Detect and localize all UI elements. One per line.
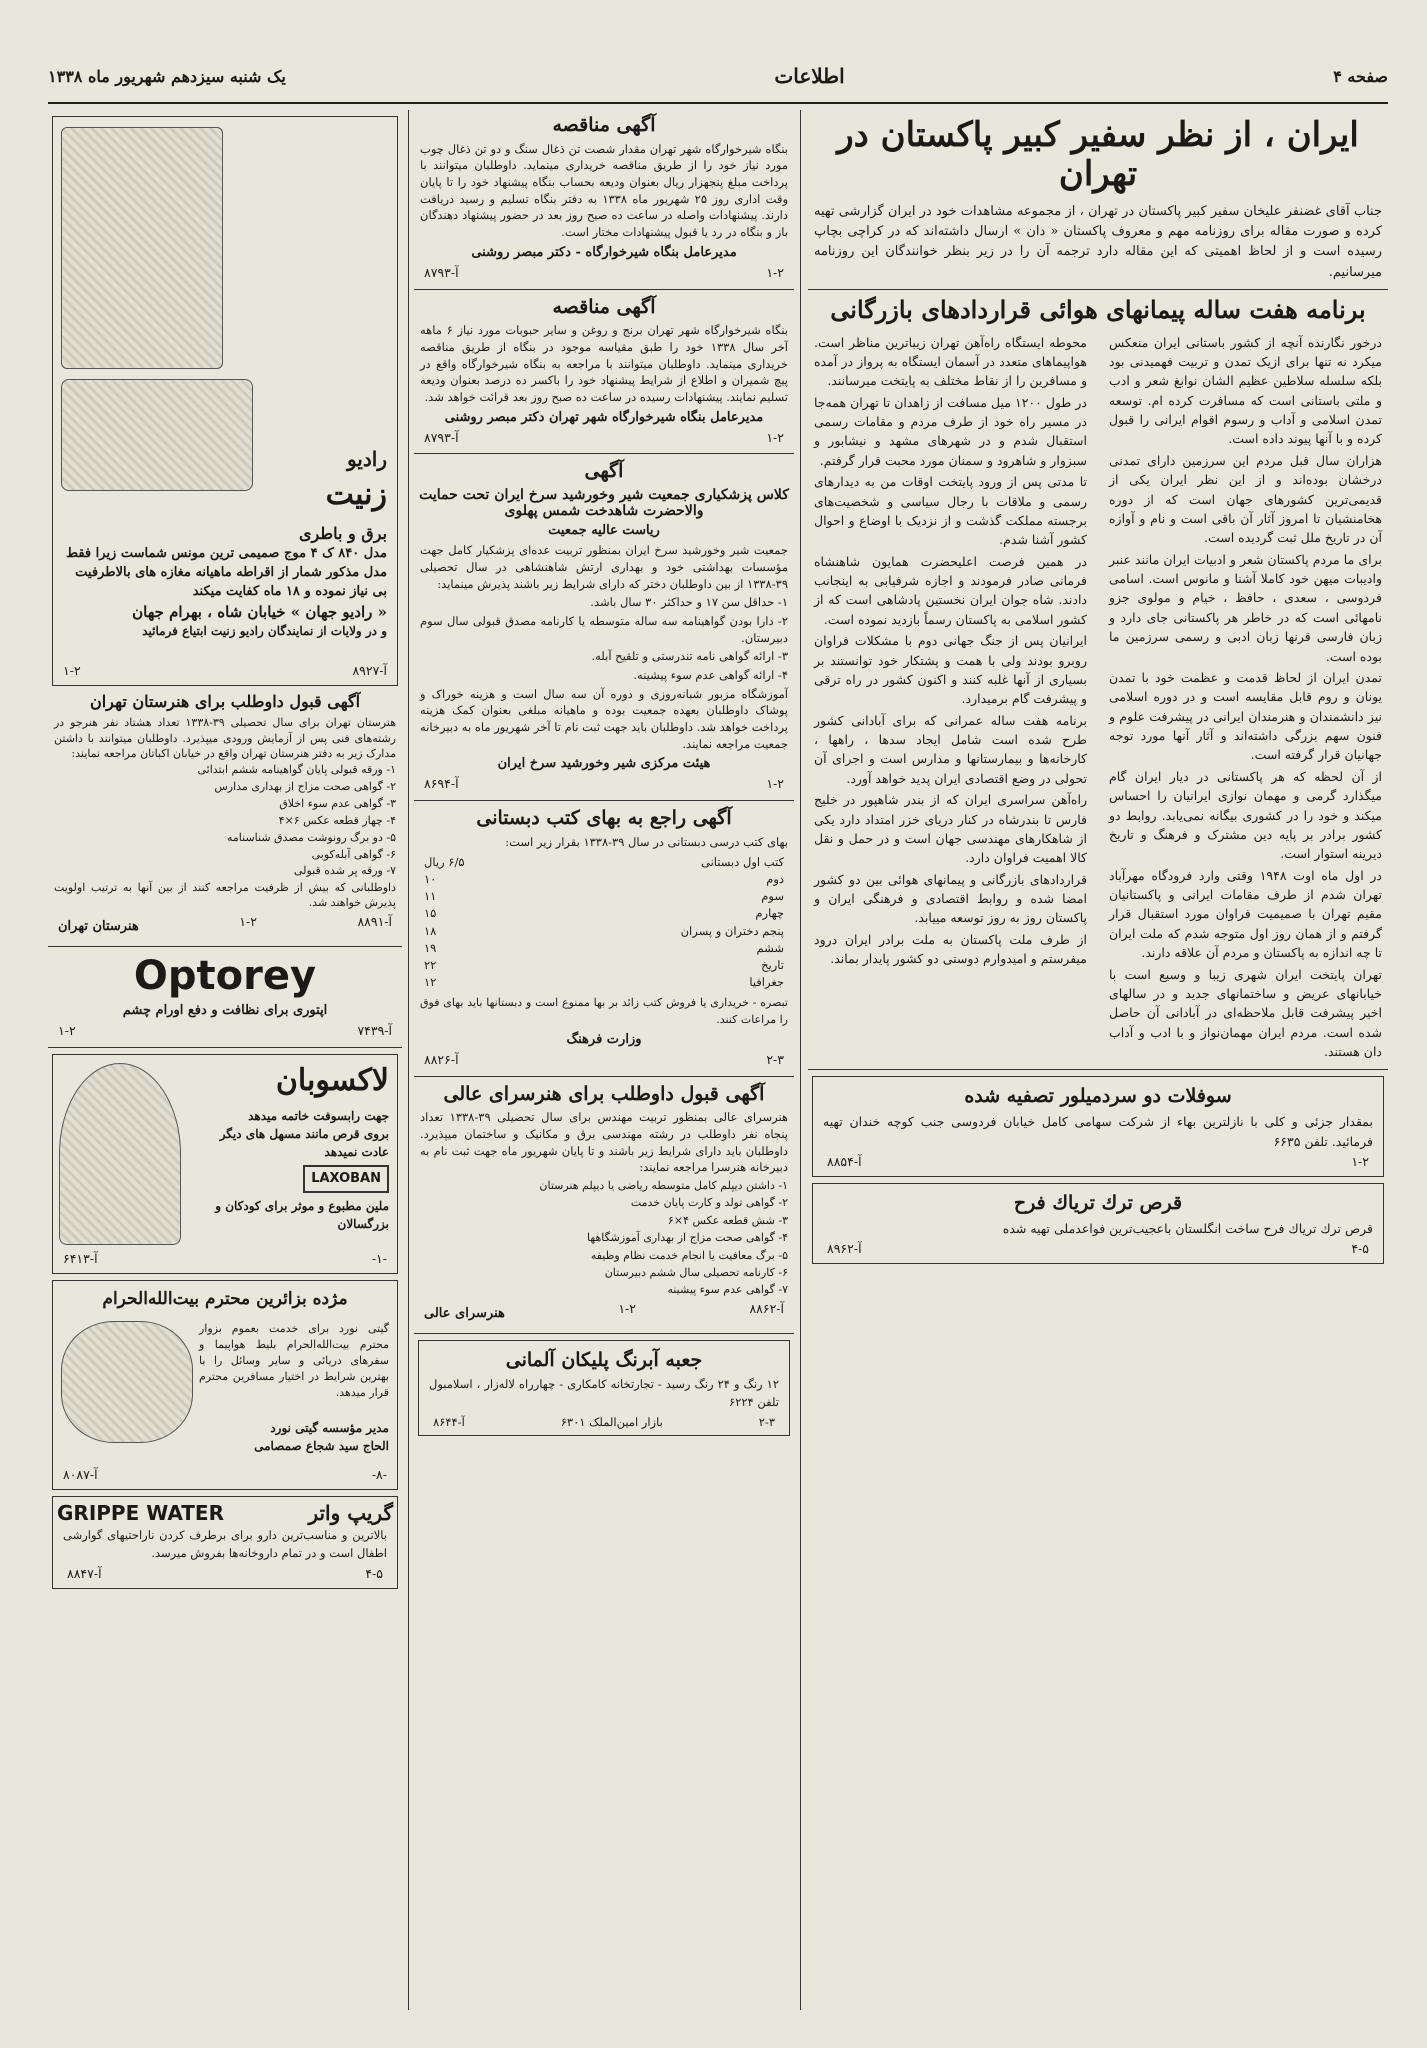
- notice-subtitle: کلاس پزشکیاری جمعیت شیر وخورشید سرخ ایران تحت حمایت والاحضرت شاهدخت شمس پهلوی: [419, 487, 789, 520]
- ad-code: آ-۶۴۱۳: [63, 1251, 98, 1267]
- dove-illustration: [61, 1321, 193, 1443]
- column-divider: [408, 110, 409, 2010]
- radio-title: رادیو: [346, 447, 387, 471]
- price-row-name: سوم: [761, 889, 784, 904]
- notice-title: آگهی راجع به بهای کتب دبستانی: [476, 807, 732, 830]
- ad-text: بمقدار جزئی و کلی با نازلترین بهاء از شرکت سهامی کامل خیابان فردوسی جنب کوچه خندان تهیه فرمائید. تلفن ۶۶۳۵: [823, 1114, 1373, 1149]
- ad-sulfate: [812, 1076, 1384, 1176]
- ad-opium-pill: [812, 1183, 1384, 1264]
- notice-item: ۱- داشتن دیپلم کامل متوسطه ریاضی یا دیپلم هنرستان: [539, 1179, 788, 1193]
- pelikan-ad: [418, 1340, 790, 1436]
- ad-title: سوفلات دو سردمیلور تصفیه شده: [964, 1085, 1232, 1108]
- ad-number: ۱-۲: [1351, 1153, 1369, 1169]
- notice-item: ۵- دو برگ رونوشت مصدق شناسنامه: [227, 830, 396, 844]
- ad-number: ۴-۵: [1351, 1240, 1369, 1256]
- radio-line: بی نیاز نموده و ۱۸ ماه کفایت میکند: [192, 583, 387, 599]
- notice-item: ۶- کارنامه تحصیلی سال ششم دبیرستان: [604, 1265, 788, 1279]
- notice-item: ۳- شش قطعه عکس ۴×۶: [667, 1213, 788, 1227]
- radio-illustration: [61, 379, 253, 491]
- laxoban-line: بروی قرص مانند مسهل های دیگر عادت نمیدهد: [219, 1127, 389, 1160]
- laxoban-line: ملین مطبوع و موثر برای کودکان و بزرگسالان: [215, 1198, 389, 1231]
- notice-item: ۲- گواهی صحت مزاج از بهداری مدارس: [214, 780, 396, 794]
- hajj-name: الحاج سید شجاع صمصامی: [254, 1439, 389, 1454]
- notice-title: آگهی: [584, 460, 624, 483]
- notice-text: بنگاه شیرخوارگاه شهر تهران برنج و روغن و سایر حبوبات مورد نیاز ۶ ماهه آخر سال ۱۳۳۸ خود را طبق مقیاسه موجود در بنگاه از طریق مناقصه خریداری مینماید. داوطلبان میتوانند با مراجعه به بنگاه شیرخوارگاه واقع در پیچ شمیران و اطلاع از شرایط پیشنهاد خود را باکسر ده درصد بعنوان ودیعه تسلیم نمایند. پیشنهادات رسیده در ساعت ده صبح روز بعد قرائت خواهد شد.: [420, 323, 788, 405]
- notice-item: ۴- چهار قطعه عکس ۶×۴: [278, 813, 396, 827]
- price-row-value: ۱۹: [424, 940, 437, 955]
- laxoban-title: لاکسوبان: [275, 1063, 389, 1099]
- notice-text: هنرستان تهران برای سال تحصیلی ۳۹-۱۳۳۸ تعداد هشتاد نفر هنرجو در رشته‌های فنی پس از آزمایش ورودی میپذیرد. داوطلبان میتوانند با داشتن مدارک زیر به دفتر هنرستان تهران واقع در خیابان اکباتان مراجعه نمایند:: [54, 716, 396, 760]
- laxoban-box: LAXOBAN: [303, 1165, 389, 1193]
- date-line: یک شنبه سیزدهم شهریور ماه ۱۳۳۸: [48, 66, 286, 86]
- notice-text: هنرسرای عالی بمنظور تربیت مهندس برای سال تحصیلی ۳۹-۱۳۳۸ تعداد پنجاه نفر داوطلب در رشته مهندسی برق و مکانیک و ساختمان میپذیرد. داوطلبان باید دارای شرایط زیر باشند و تا پایان شهریور ماه جهت ثبت نام به دبیرخانه هنرسرا مراجعه نمایند:: [420, 1110, 788, 1175]
- notice-text: بهای کتب درسی دبستانی در سال ۳۹-۱۳۳۸ بقرار زیر است:: [505, 834, 788, 849]
- radio-brand: زنیت: [325, 477, 387, 512]
- notice-title: آگهی مناقصه: [552, 114, 656, 136]
- article-paragraph: درخور نگارنده آنچه از کشور باستانی ایران منعکس میکرد نه تنها برای ازیک تمدن و تربیت فهمیدنی بود بلکه سلسله سلاطین عظیم الشان نوابغ شعر و ادب و ملتی باستانی است که مسافرت کرده ام. توسعه تمدن اسلامی و آداب و رسوم اقوام ایرانی را قبول کرده و با آنها پیوند داده است.: [1109, 334, 1382, 447]
- red-lion-sun-notice: [414, 460, 794, 794]
- radio-line: و در ولایات از نمایندگان رادیو زنیت ابتیاع فرمائید: [142, 624, 387, 639]
- article-paragraph: در همین فرصت اعلیحضرت همایون شاهنشاه فرمانی صادر فرمودند و اجازه شرفیابی به اینجانب دادند. شاه جوان ایران نخستین پادشاهی است که از کشور اسلامی به پاکستان رسماً بازدید نموده است.: [814, 553, 1087, 627]
- laxoban-copy: [193, 1107, 389, 1233]
- article-paragraph: هزاران سال قبل مردم این سرزمین دارای تمدنی درخشان بوده‌اند و از این نظر ایران یکی از قدیمی‌ترین کشورهای جهان است که از دوره هخامنشیان تا امروز آثار آن باقی است و نام و آوازه آن در تاریخ ملل ثبت گردیده است.: [1109, 452, 1382, 546]
- notice-text: آموزشگاه مزبور شبانه‌روزی و دوره آن سه سال است و هزینه خوراک و پوشاک داوطلبان بعهده جمعیت بوده و ماهیانه مبلغی بعنوان کمک هزینه پرداخت خواهد شد. داوطلبان باید جهت ثبت نام تا آخر شهریور ماه به دبیرخانه جمعیت مراجعه نمایند.: [420, 686, 788, 751]
- article-paragraph: برنامه هفت ساله عمرانی که برای آبادانی کشور طرح شده است شامل ایجاد سدها ، راهها ، کارخانه‌ها و بیمارستانها و مدارس است و اجرای آن تحولی در وضع اقتصادی ایران پدید خواهد آورد.: [814, 712, 1087, 786]
- notice-signature: هنرسرای عالی: [424, 1305, 505, 1321]
- tender-notice-2: [414, 296, 794, 448]
- notice-item: ۳- گواهی عدم سوء اخلاق: [279, 797, 396, 811]
- technical-college-notice: [414, 1083, 794, 1328]
- notice-number: ۱-۲: [766, 264, 784, 280]
- masthead: [48, 56, 1388, 96]
- price-row-value: ۱۰: [424, 871, 437, 886]
- article-paragraph: ایرانیان پس از جنگ جهانی دوم با مشکلات فراوان روبرو بودند ولی با همت و پشتکار خود توانستند بر بسیاری از آنها غلبه کنند و اکنون کشور در راه ترقی و پیشرفت گام برمیدارد.: [814, 633, 1087, 707]
- ad-code: آ-۸۹۶۲: [827, 1240, 862, 1256]
- ads-column: [48, 110, 402, 2020]
- paper-name: اطلاعات: [774, 64, 845, 88]
- article-intro: جناب آقای غضنفر علیخان سفیر کبیر پاکستان در تهران ، از مجموعه مشاهدات خود در ایران گزارشی تهیه کرده و صورت مقاله برای روزنامه مهم و معروف پاکستان « دان » ارسال داشته‌اند که در کراچی بچاپ رسیده است و از لحاظ اهمیتی که این مقاله دارد ترجمه آن را در زیر بنظر خوانندگان این روزنامه میرسانیم.: [814, 204, 1382, 280]
- price-row-name: تاریخ: [761, 958, 784, 973]
- zenith-radio-ad: [52, 116, 398, 686]
- article-headline: ایران ، از نظر سفیر کبیر پاکستان در تهران: [837, 115, 1359, 195]
- price-row-name: چهارم: [755, 906, 784, 921]
- notice-number: ۱-۲: [618, 1300, 636, 1316]
- notice-item: ۱- ورقه قبولی پایان گواهینامه ششم ابتدائی: [197, 763, 396, 777]
- flowers-illustration: [61, 127, 223, 369]
- notice-note: تبصره - خریداری یا فروش کتب زائد بر بها ممنوع است و دبستانها باید بهای فوق را مراعات کنند.: [420, 995, 788, 1026]
- price-row-value: ۱۸: [424, 923, 437, 938]
- tender-notice-1: [414, 114, 794, 283]
- price-row-name: دوم: [766, 871, 784, 886]
- price-row-value: ۱۵: [424, 906, 437, 921]
- notice-code: آ-۸۷۹۳: [424, 429, 459, 445]
- column-divider: [800, 110, 801, 2010]
- notice-code: آ-۸۶۹۴: [424, 776, 459, 792]
- laxoban-ad: [52, 1054, 398, 1274]
- notice-text: جمعیت شیر وخورشید سرخ ایران بمنظور تربیت عده‌ای پزشکیار کامل جهت مؤسسات بهداشتی خود و بهداری ارتش شاهنشاهی در سال تحصیلی ۳۹-۱۳۳۸ از بین داوطلبان دختر که دارای شرایط زیر باشند پذیرش مینماید:: [420, 543, 788, 591]
- notice-signature: هنرستان تهران: [58, 918, 139, 934]
- ad-number: ۴-۵: [365, 1565, 383, 1581]
- radio-line: مدل مذکور شمار از اقراطه ماهیانه مغازه های بالاطرفیت: [75, 565, 387, 581]
- laxoban-line: جهت رابسوفت خاتمه میدهد: [248, 1109, 389, 1124]
- notice-title: آگهی قبول داوطلب برای هنرستان تهران: [89, 692, 361, 711]
- ad-title: جعبه آبرنگ پلیکان آلمانی: [505, 1349, 703, 1372]
- notice-item: ۳- ارائه گواهی نامه تندرستی و تلقیح آبله.: [591, 649, 788, 664]
- notice-number: ۲-۳: [766, 1051, 784, 1067]
- price-row-value: ۱۲: [424, 975, 437, 990]
- ad-text: ۱۲ رنگ و ۲۴ رنگ رسید - تجارتخانه کامکاری - چهارراه لاله‌زار ، اسلامبول تلفن ۶۲۲۴: [429, 1377, 779, 1409]
- ad-number: ۲-۳: [758, 1414, 775, 1429]
- optorey-text: اپتوری برای نظافت و دفع اورام چشم: [122, 1003, 328, 1019]
- article-paragraph: قراردادهای بازرگانی و پیمانهای هوائی بین دو کشور امضا شده و روابط اقتصادی و فرهنگی ایران و پاکستان روز به روز توسعه مییابد.: [814, 871, 1087, 926]
- notice-signature: هیئت مرکزی شیر وخورشید سرخ ایران: [497, 756, 711, 772]
- ad-number: -۱-: [371, 1251, 387, 1267]
- ad-code: آ-۸۸۴۷: [67, 1565, 102, 1581]
- notice-item: ۲- گواهی تولد و کارت پایان خدمت: [630, 1196, 788, 1210]
- notice-item: ۴- ارائه گواهی عدم سوء پیشینه.: [633, 667, 788, 682]
- notice-item: ۵- برگ معافیت یا انجام خدمت نظام وظیفه: [590, 1248, 788, 1262]
- radio-line: « رادیو جهان » خیابان شاه ، بهرام جهان: [132, 602, 387, 621]
- optorey-ad: [48, 953, 402, 1041]
- ad-number: -۸-: [371, 1467, 387, 1483]
- masthead-rule: [48, 102, 1388, 104]
- price-header-label: کتب اول دبستانی: [701, 854, 784, 869]
- hajj-ad: [52, 1280, 398, 1490]
- optorey-brand: Optorey: [133, 953, 317, 1000]
- notice-item: ۶- گواهی آبله‌کوبی: [311, 847, 396, 861]
- price-row-value: ۱۱: [424, 889, 437, 904]
- article-paragraph: راه‌آهن سراسری ایران که از بندر شاهپور در خلیج فارس تا بندرشاه در کنار دریای خزر امتداد دارد یکی از شاهکارهای مهندسی جهان است و در حمل و نقل کالا اهمیت فراوان دارد.: [814, 792, 1087, 866]
- notice-item: ۷- گواهی عدم سوء پیشینه: [667, 1283, 788, 1297]
- notice-title: آگهی مناقصه: [552, 295, 656, 318]
- article-paragraph: در اول ماه اوت ۱۹۴۸ وقتی وارد فرودگاه مهرآباد تهران شدم از طرف مقامات ایرانی و پاکستانیان مقیم تهران با صمیمیت فراوان مورد استقبال قرار گرفتم و از همان روز اول متوجه شدم که ملت ایران تا چه اندازه به پاکستان و مردم آن علاقه دارند.: [1109, 867, 1382, 961]
- notice-code: آ-۸۸۲۶: [424, 1051, 459, 1067]
- article-paragraph: در طول ۱۲۰۰ میل مسافت از زاهدان تا تهران همه‌جا در مسیر راه خود از طرف مردم و مقامات رسمی استقبال شدم و در شهرهای مشهد و نیشابور و سبزوار و شاهرود و سمنان مورد محبت قرار گرفتم.: [814, 394, 1087, 468]
- radio-line: مدل ۸۴۰ ک ۴ موج صمیمی ترین مونس شماست زیرا فقط: [66, 546, 387, 562]
- gripe-text: بالاترین و مناسب‌ترین دارو برای برطرف کردن ناراحتیهای گوارشی اطفال است و در تمام داروخانه‌ها بفروش میرسد.: [63, 1528, 387, 1561]
- article-paragraph: محوطه ایستگاه راه‌آهن تهران زیباترین مناظر است. هواپیماهای متعدد در آسمان ایستگاه به پرواز در آمده و مسافرین را از نقاط مختلف به پایتخت میرسانند.: [814, 334, 1087, 389]
- ad-number: ۱-۲: [63, 663, 81, 679]
- notice-signature: مدیرعامل بنگاه شیرخوارگاه - دکتر مبصر روشنی: [471, 244, 737, 260]
- article-paragraph: از آن لحظه که هر پاکستانی در دیار ایران گام میگذارد گرمی و مهمان نوازی ایرانیان را احساس میکند و خود را در کشوری بیگانه نمی‌یابد. روابط دو کشور برادر بر پایه دین مشترک و فرهنگ و تاریخ دیرینه استوار است.: [1109, 768, 1382, 862]
- gripe-water-ad: [52, 1496, 398, 1588]
- notice-number: ۱-۲: [766, 776, 784, 792]
- tehran-technical-school-notice: [48, 692, 402, 940]
- textbook-price-notice: [414, 807, 794, 1069]
- notice-text: بنگاه شیرخوارگاه شهر تهران مقدار شصت تن ذغال سنگ و دو تن ذغال چوب مورد نیاز خود را از طریق مناقصه خریداری مینماید. داوطلبان میتوانند با پرداخت مبلغ پنجهزار ریال بعنوان ودیعه بحساب بنگاه پیشنهاد خود را تا پایان وقت اداری روز ۲۵ شهریور ماه ۱۳۳۸ به دفتر بنگاه تسلیم و رسید دریافت دارند. پیشنهادات واصله در ساعت ده صبح روز بعد در حضور پیشنهاد دهندگان باز و بنگاه در رد یا قبول پیشنهادات مختار است.: [420, 141, 788, 240]
- price-row-value: ۲۲: [424, 958, 437, 973]
- ad-code: آ-۸۹۲۷: [352, 663, 387, 679]
- article-paragraph: برای ما مردم پاکستان شعر و ادبیات ایران مانند عنبر وادیبات میهن خود کاملا آشنا و مانوس است. اسامی فردوسی ، سعدی ، حافظ ، خیام و مولوی جزو نامهائی است که در خاطر هر پاکستانی جای دارد و زبان فارسی قرنها زبان ادبی و رسمی سرزمین ما بوده است.: [1109, 551, 1382, 664]
- article-body: [808, 331, 1388, 1064]
- hajj-signature: مدیر مؤسسه گیتی نورد: [270, 1421, 389, 1436]
- notice-item: ۱- حداقل سن ۱۷ و حداکثر ۳۰ سال باشد.: [590, 595, 788, 610]
- ad-title: قرص ترك تریاك فرح: [1013, 1191, 1183, 1214]
- article-subhead: برنامه هفت ساله پیمانهای هوائی قراردادهای بازرگانی: [830, 294, 1366, 324]
- notice-signature: مدیرعامل بنگاه شیرخوارگاه شهر تهران دکتر مبصر روشنی: [444, 409, 764, 425]
- notice-number: ۱-۲: [239, 913, 257, 929]
- article-paragraph: تا مدتی پس از ورود پایتخت اوقات من به دیدارهای رسمی و ملاقات با رجال سیاسی و شخصیت‌های برجسته مملکت گذشت و از نزدیک با اوضاع و احوال کشور آشنا شدم.: [814, 474, 1087, 548]
- notice-item: ۲- دارا بودن گواهینامه سه ساله متوسطه یا کارنامه مصدق قبولی سال سوم دبیرستان.: [420, 613, 788, 645]
- notice-subtitle: ریاست عالیه جمعیت: [548, 523, 660, 539]
- article-paragraph: تهران پایتخت ایران شهری زیبا و وسیع است با خیابانهای عریض و ساختمانهای جدید و در سالهای اخیر پیشرفت قابل ملاحظه‌ای در آبادانی آن حاصل شده است. مردم ایران مهمان‌نواز و با ادب و آداب دان هستند.: [1109, 966, 1382, 1060]
- price-row-name: پنجم دختران و پسران: [680, 923, 784, 938]
- notice-item: ۴- گواهی صحت مزاج از بهداری آموزشگاهها: [587, 1231, 788, 1245]
- article-paragraph: از طرف ملت پاکستان به ملت برادر ایران درود میفرستم و امیدوارم دوستی دو کشور پایدار بماند.: [814, 931, 1087, 967]
- page-label: صفحه ۴: [1333, 66, 1388, 86]
- notice-code: آ-۸۸۶۲: [749, 1300, 784, 1316]
- ad-code: آ-۸۰۸۷: [63, 1467, 98, 1483]
- notice-code: آ-۸۷۹۳: [424, 264, 459, 280]
- price-header-value: ۶/۵ ریال: [424, 854, 465, 869]
- ad-text: قرص ترك تریاك فرح ساخت انگلستان باعجیب‌ترین فواعدملی تهیه شده: [1002, 1220, 1373, 1236]
- notice-title: آگهی قبول داوطلب برای هنرسرای عالی: [443, 1082, 765, 1105]
- notice-number: ۱-۲: [766, 429, 784, 445]
- article-paragraph: تمدن ایران از لحاظ قدمت و عظمت خود با تمدن یونان و روم قابل مقایسه است و در دوره اسلامی نیز دانشمندان و هنرمندان ایرانی در پیشرفت علوم و فنون سهم بزرگی داشته‌اند و آثار آنها مورد توجه جهانیان قرار گرفته است.: [1109, 669, 1382, 763]
- ad-code: آ-۸۶۴۴: [433, 1414, 465, 1429]
- radio-line: برق و باطری: [299, 524, 387, 543]
- notice-note: داوطلبانی که بیش از ظرفیت مراجعه کنند از بین آنها به ترتیب اولویت پذیرش خواهند شد.: [54, 881, 396, 910]
- ad-address: بازار امین‌الملک ۶۳۰۱: [560, 1414, 663, 1429]
- gripe-title-latin: GRIPPE WATER: [57, 1501, 224, 1526]
- ad-number: ۱-۲: [58, 1023, 76, 1039]
- ad-code: آ-۸۸۵۴: [827, 1153, 862, 1169]
- hajj-text: گیتی نورد برای خدمت بعموم بزوار محترم بیت‌الله‌الحرام بلیط هواپیما و سفرهای دریائی و سایر وسائل را با بهترین شرایط در اختیار مسافرین محترم قرار میدهد.: [199, 1322, 389, 1399]
- notice-code: آ-۸۸۹۱: [357, 913, 392, 929]
- price-row-name: ششم: [756, 940, 784, 955]
- price-row-name: جغرافیا: [749, 975, 784, 990]
- hajj-title: مژده بزائرین محترم بیت‌الله‌الحرام: [102, 1289, 348, 1310]
- radio-copy: [63, 522, 387, 641]
- man-portrait: [59, 1063, 181, 1245]
- article-column: [808, 110, 1388, 2020]
- notice-signature: وزارت فرهنگ: [566, 1031, 642, 1047]
- notice-item: ۷- ورقه پر شده قبولی: [293, 864, 396, 878]
- ad-code: آ-۷۴۳۹: [357, 1023, 392, 1039]
- notices-column: [414, 110, 794, 2020]
- gripe-title-fa: گریپ واتر: [308, 1501, 393, 1526]
